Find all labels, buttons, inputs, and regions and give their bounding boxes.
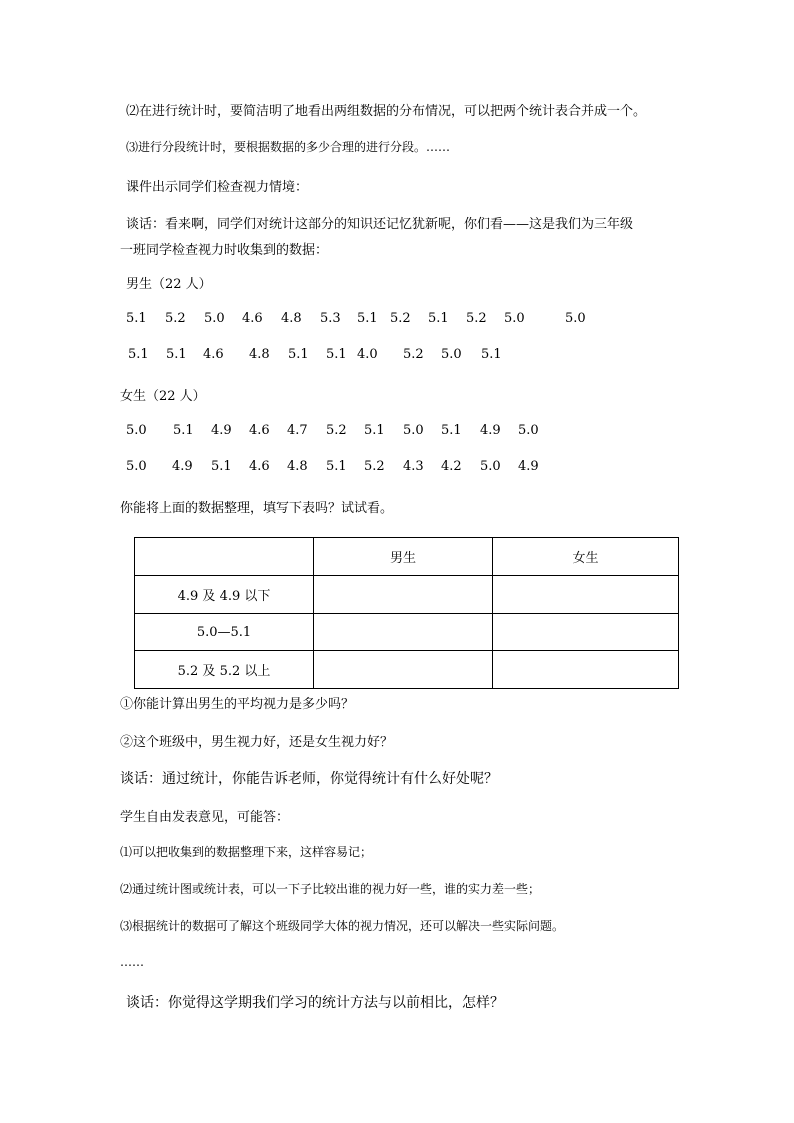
data-value: 4.9 bbox=[480, 423, 501, 438]
data-value: 5.0 bbox=[126, 423, 147, 438]
text-line: 谈话：通过统计，你能告诉老师，你觉得统计有什么好处呢？ bbox=[120, 771, 498, 787]
data-value: 5.1 bbox=[166, 347, 187, 362]
text-line: 谈话：你觉得这学期我们学习的统计方法与以前相比，怎样？ bbox=[126, 995, 504, 1011]
data-value: 5.2 bbox=[326, 423, 347, 438]
row-label-cell: 5.0—5.1 bbox=[135, 614, 314, 651]
boys-entry-cell[interactable] bbox=[314, 614, 493, 651]
answer-1: ⑴可以把收集到的数据整理下来，这样容易记； bbox=[120, 845, 373, 859]
data-value: 5.1 bbox=[326, 347, 347, 362]
data-value: 4.0 bbox=[357, 347, 378, 362]
girls-entry-cell[interactable] bbox=[493, 651, 679, 689]
vision-stats-table bbox=[134, 537, 679, 689]
data-value: 5.0 bbox=[518, 423, 539, 438]
data-value: 5.1 bbox=[288, 347, 309, 362]
data-value: 5.1 bbox=[173, 423, 194, 438]
data-value: 4.2 bbox=[441, 459, 462, 474]
data-value: 5.0 bbox=[480, 459, 501, 474]
boys-entry-cell[interactable] bbox=[314, 576, 493, 614]
text-line: ⑶进行分段统计时，要根据数据的多少合理的进行分段。…… bbox=[126, 140, 451, 154]
boys-heading: 男生（22 人） bbox=[126, 277, 212, 292]
data-value: 5.2 bbox=[466, 311, 487, 326]
data-value: 5.0 bbox=[126, 459, 147, 474]
data-value: 4.9 bbox=[211, 423, 232, 438]
data-value: 5.1 bbox=[126, 311, 147, 326]
table-header-cell: 男生 bbox=[314, 538, 493, 576]
table-header-cell bbox=[135, 538, 314, 576]
data-value: 4.8 bbox=[287, 459, 308, 474]
data-value: 5.2 bbox=[403, 347, 424, 362]
text-line: 你能将上面的数据整理，填写下表吗？试试看。 bbox=[120, 501, 394, 516]
data-value: 4.6 bbox=[249, 423, 270, 438]
data-value: 4.8 bbox=[249, 347, 270, 362]
data-value: 5.2 bbox=[390, 311, 411, 326]
text-line: 谈话：看来啊，同学们对统计这部分的知识还记忆犹新呢，你们看——这是我们为三年级 bbox=[126, 217, 634, 232]
row-label-cell: 4.9 及 4.9 以下 bbox=[135, 576, 314, 614]
data-value: 4.9 bbox=[518, 459, 539, 474]
girls-entry-cell[interactable] bbox=[493, 614, 679, 651]
data-value: 5.1 bbox=[428, 311, 449, 326]
data-value: 5.0 bbox=[565, 311, 586, 326]
text-line: 课件出示同学们检查视力情境： bbox=[126, 180, 309, 195]
data-value: 5.2 bbox=[165, 311, 186, 326]
data-value: 4.6 bbox=[242, 311, 263, 326]
data-value: 5.1 bbox=[128, 347, 149, 362]
data-value: 5.1 bbox=[357, 311, 378, 326]
girls-entry-cell[interactable] bbox=[493, 576, 679, 614]
data-value: 5.1 bbox=[326, 459, 347, 474]
table-row bbox=[135, 651, 679, 689]
data-value: 5.0 bbox=[204, 311, 225, 326]
data-value: 5.0 bbox=[441, 347, 462, 362]
text-line: 学生自由发表意见，可能答： bbox=[120, 810, 290, 825]
data-value: 5.2 bbox=[364, 459, 385, 474]
data-value: 5.3 bbox=[320, 311, 341, 326]
data-value: 5.0 bbox=[504, 311, 525, 326]
answer-2: ⑵通过统计图或统计表，可以一下子比较出谁的视力好一些，谁的实力差一些； bbox=[120, 882, 541, 896]
data-value: 4.8 bbox=[281, 311, 302, 326]
data-value: 4.6 bbox=[249, 459, 270, 474]
question-2: ②这个班级中，男生视力好，还是女生视力好？ bbox=[120, 735, 394, 750]
answer-3: ⑶根据统计的数据可了解这个班级同学大体的视力情况，还可以解决一些实际问题。 bbox=[120, 919, 565, 933]
table-row bbox=[135, 614, 679, 651]
table-row bbox=[135, 576, 679, 614]
table-header-row bbox=[135, 538, 679, 576]
question-1: ①你能计算出男生的平均视力是多少吗？ bbox=[120, 697, 355, 712]
data-value: 4.9 bbox=[172, 459, 193, 474]
data-value: 4.3 bbox=[403, 459, 424, 474]
data-value: 5.1 bbox=[481, 347, 502, 362]
text-line: ⑵在进行统计时，要简洁明了地看出两组数据的分布情况，可以把两个统计表合并成一个。 bbox=[126, 104, 647, 119]
boys-entry-cell[interactable] bbox=[314, 651, 493, 689]
text-line: 一班同学检查视力时收集到的数据： bbox=[120, 243, 329, 258]
data-value: 4.7 bbox=[287, 423, 308, 438]
data-value: 5.0 bbox=[403, 423, 424, 438]
data-value: 4.6 bbox=[203, 347, 224, 362]
girls-heading: 女生（22 人） bbox=[120, 389, 206, 404]
data-value: 5.1 bbox=[441, 423, 462, 438]
ellipsis: …… bbox=[120, 955, 144, 969]
data-value: 5.1 bbox=[364, 423, 385, 438]
row-label-cell: 5.2 及 5.2 以上 bbox=[135, 651, 314, 689]
data-value: 5.1 bbox=[211, 459, 232, 474]
table-header-cell: 女生 bbox=[493, 538, 679, 576]
